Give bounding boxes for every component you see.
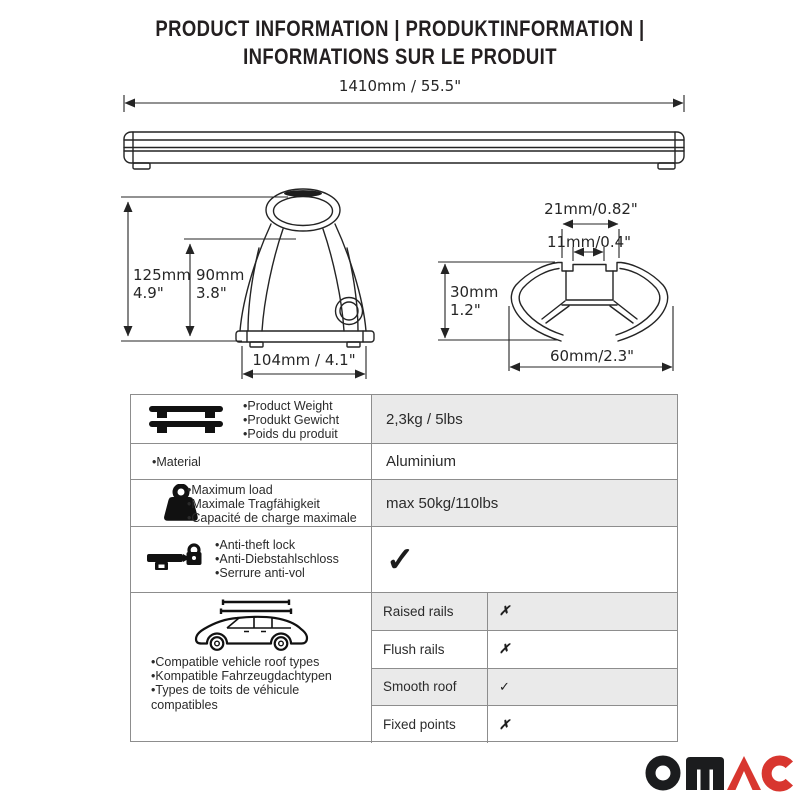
dim-foot-inner-height-in: 3.8" <box>196 284 227 302</box>
dim-foot-height-mm: 125mm <box>133 266 191 284</box>
table-row-weight <box>131 395 677 444</box>
table-row-max-load <box>131 480 677 527</box>
table-row-material <box>131 444 677 480</box>
subrow-smooth-roof <box>372 669 677 707</box>
crossbar-drawing <box>124 95 684 169</box>
car-icon <box>193 598 313 654</box>
flush-rails-label: Flush rails <box>383 641 445 657</box>
spec-table <box>130 394 678 742</box>
dim-profile-height-mm: 30mm <box>450 283 499 301</box>
fixed-points-label: Fixed points <box>383 717 456 733</box>
label-line: •Product Weight <box>243 399 333 413</box>
lock-icon <box>147 541 205 577</box>
dim-slot-outer: 21mm/0.82" <box>544 200 638 218</box>
cross-mark: ✗ <box>499 641 510 657</box>
dim-profile-width: 60mm/2.3" <box>549 347 635 365</box>
cross-mark: ✗ <box>499 603 510 619</box>
subrow-flush-rails <box>372 631 677 669</box>
label-line: •Produkt Gewicht <box>243 413 340 428</box>
weight-value-cell: 2,3kg / 5lbs <box>371 395 677 443</box>
material-label-cell: •Material <box>152 454 201 469</box>
dim-foot-inner-height-mm: 90mm <box>196 266 245 284</box>
page-title-line2: INFORMATIONS SUR LE PRODUIT <box>243 44 557 69</box>
dim-slot-inner: 11mm/0.4" <box>546 233 632 251</box>
label-line: •Capacité de charge maximale <box>187 511 357 526</box>
table-row-anti-theft <box>131 527 677 593</box>
anti-theft-value-cell <box>371 527 677 592</box>
fixed-points-value <box>487 706 677 743</box>
cross-mark: ✗ <box>499 716 510 732</box>
label-line: •Types de toits de véhicule compatibles <box>151 683 300 712</box>
table-row-roof-types <box>131 593 677 743</box>
roof-types-label-cell <box>131 593 371 743</box>
page-title-line1: PRODUCT INFORMATION | PRODUKTINFORMATION | <box>155 16 645 41</box>
dim-crossbar-length: 1410mm / 55.5" <box>338 77 462 95</box>
omac-logo <box>644 750 794 799</box>
dim-foot-width: 104mm / 4.1" <box>252 351 356 369</box>
roof-types-subtable <box>371 593 677 743</box>
check-mark: ✓ <box>499 678 510 694</box>
label-line: •Anti-theft lock <box>215 538 296 552</box>
flush-rails-value <box>487 631 677 668</box>
max-load-value-cell: max 50kg/110lbs <box>371 480 677 526</box>
max-load-label-cell <box>131 480 371 526</box>
material-value-cell: Aluminium <box>371 444 677 479</box>
label-line: •Anti-Diebstahlschloss <box>215 552 339 567</box>
dim-profile-height-in: 1.2" <box>450 301 481 319</box>
label-line: •Compatible vehicle roof types <box>151 655 320 669</box>
weight-label-cell <box>131 395 371 443</box>
smooth-roof-value <box>487 669 677 706</box>
label-line: •Serrure anti-vol <box>215 566 305 581</box>
raised-rails-value <box>487 593 677 630</box>
anti-theft-label-cell <box>131 527 371 592</box>
label-line: •Poids du produit <box>243 427 338 442</box>
subrow-raised-rails <box>372 593 677 631</box>
raised-rails-label: Raised rails <box>372 593 487 630</box>
label-line: •Kompatible Fahrzeugdachtypen <box>151 669 332 684</box>
check-mark: ✓ <box>386 540 415 579</box>
label-line: •Maximum load <box>187 483 273 497</box>
smooth-roof-label: Smooth roof <box>372 669 487 706</box>
label-line: •Maximale Tragfähigkeit <box>187 497 320 512</box>
omac-logo-glyphs <box>644 750 794 794</box>
dim-foot-height-in: 4.9" <box>133 284 164 302</box>
crossbars-icon <box>149 405 223 434</box>
subrow-fixed-points <box>372 706 677 743</box>
